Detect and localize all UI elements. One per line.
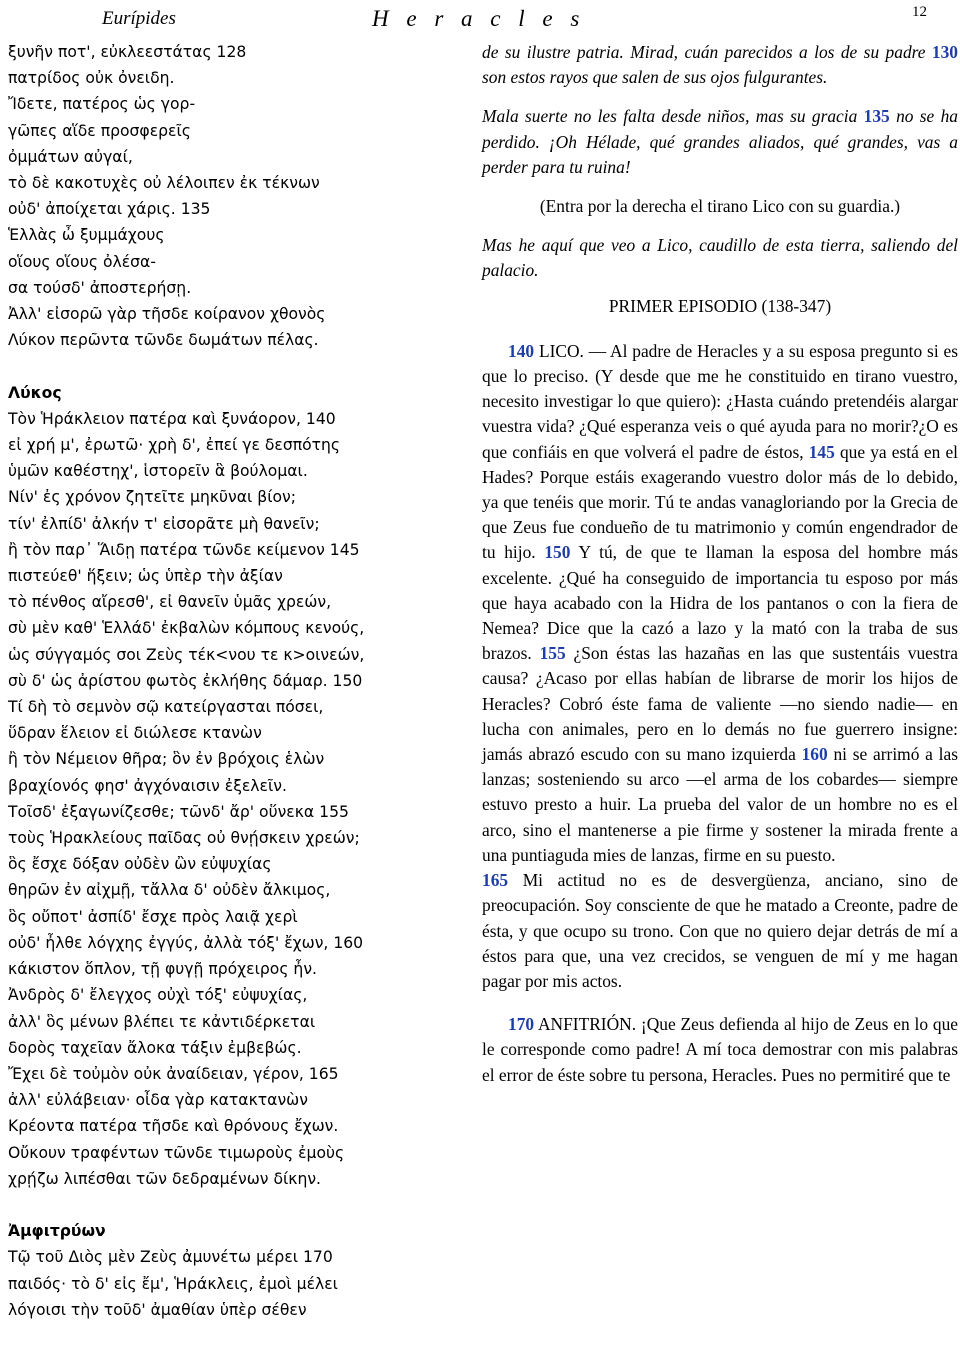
greek-verse-line: ξυνῆν ποτ', εὐκλεεστάτας 128 — [8, 43, 247, 61]
greek-verse-line: σὺ μὲν καθ' Ἑλλάδ' ἐκβαλὼν κόμπους κενούς, — [8, 619, 365, 638]
greek-verse-line: ὡς σύγγαμός σοι Ζεὺς τέκ<νου τε κ>οινεών, — [8, 645, 365, 664]
greek-verse-line: ἀλλ' εὐλάβειαν· οἶδα γὰρ κατακτανὼν — [8, 1091, 308, 1110]
greek-verse-line: Τὸν Ἡράκλειον πατέρα καὶ ξυνάορον, 140 — [8, 409, 336, 428]
greek-verse-line: Κρέοντα πατέρα τῆσδε καὶ θρόνους ἔχων. — [8, 1117, 339, 1136]
greek-verse-line: Τί δὴ τὸ σεμνὸν σῷ κατείργασται πόσει, — [8, 698, 324, 717]
episode-heading: PRIMER EPISODIO (138-347) — [608, 295, 832, 316]
greek-verse-line: Τοῖσδ' ἐξαγωνίζεσθε; τῶνδ' ἄρ' οὕνεκα 155 — [8, 802, 349, 821]
greek-verse-line: τίν' ἐλπίδ' ἀλκήν τ' εἰσορᾶτε μὴ θανεῖν; — [8, 514, 320, 533]
greek-verse-line: ὑμῶν καθέστηχ', ἱστορεῖν ἃ βούλομαι. — [8, 462, 308, 481]
greek-verse-line: Ἔχει δὲ τοὐμὸν οὐκ ἀναίδειαν, γέρον, 165 — [8, 1064, 339, 1083]
greek-verse-line: χρῄζω λιπέσθαι τῶν δεδραμένων δίκην. — [8, 1169, 322, 1188]
greek-verse-line: Ἀλλ' εἰσορῶ γὰρ τῆσδε κοίρανον χθονὸς — [8, 305, 326, 324]
speaker-lykos: Λύκος — [8, 383, 62, 402]
greek-verse-line: γῶπες αἵδε προσφερεῖς — [8, 121, 191, 140]
amphitryon-speech: 170 ANFITRIÓN. ¡Que Zeus defienda al hijo de Zeus en lo que le corresponde como padre! A mí toca demostrar con mis palabras el error de éste sobre tu persona, Heracles. Pues no permitiré que te — [482, 1014, 958, 1085]
greek-verse-line: οὐδ' ἦλθε λόγχης ἐγγύς, ἀλλὰ τόξ' ἔχων, 160 — [8, 933, 364, 952]
greek-verse-block-3 — [8, 1244, 438, 1323]
page-header — [0, 4, 960, 34]
greek-verse-block-1 — [8, 39, 438, 353]
greek-verse-line: Λύκον περῶντα τῶνδε δωμάτων πέλας. — [8, 331, 319, 350]
greek-verse-line: ὀμμάτων αὐγαί, — [8, 147, 133, 166]
verse-number: 165 — [482, 870, 509, 891]
spanish-translation-column — [482, 40, 958, 1088]
greek-verse-line: τὸ δὲ κακοτυχὲς οὐ λέλοιπεν ἐκ τέκνων — [8, 174, 320, 193]
greek-verse-line: Οὔκουν τραφέντων τῶνδε τιμωροὺς ἐμοὺς — [8, 1143, 345, 1162]
greek-verse-line: εἰ χρή μ', ἐρωτῶ· χρὴ δ', ἐπεί γε δεσπότης — [8, 436, 341, 455]
verse-number: 130 — [931, 42, 958, 62]
greek-verse-line: θηρῶν ἐν αἰχμῇ, τἄλλα δ' οὐδὲν ἄλκιμος, — [8, 881, 331, 900]
greek-verse-line: ὃς οὔποτ' ἀσπίδ' ἔσχε πρὸς λαιᾷ χερὶ — [8, 907, 298, 926]
header-title: H e r a c l e s — [372, 6, 586, 31]
greek-verse-line: Ἴδετε, πατέρος ὡς γορ- — [8, 95, 196, 114]
verse-number: 140 — [508, 340, 535, 361]
greek-verse-line: τοὺς Ἡρακλείους παῖδας οὐ θνῄσκειν χρεών; — [8, 829, 360, 848]
page-number: 12 — [912, 4, 927, 20]
greek-verse-line: σὺ δ' ὡς ἀρίστου φωτὸς ἐκλήθης δάμαρ. 150 — [8, 671, 363, 690]
greek-verse-line: βραχίονός φησ' ἀγχόναισιν ἐξελεῖν. — [8, 776, 287, 795]
greek-verse-line: ἢ τὸν Νέμειον θῆρα; ὃν ἐν βρόχοις ἑλὼν — [8, 750, 325, 769]
greek-verse-line: δορὸς ταχεῖαν ἄλοκα τάξιν ἐμβεβώς. — [8, 1038, 302, 1057]
greek-verse-line: πιστεύεθ' ἥξειν; ὡς ὑπὲρ τὴν ἀξίαν — [8, 567, 283, 586]
header-author: Eurípides — [102, 8, 176, 29]
greek-verse-line: σα τούσδ' ἀποστερήσῃ. — [8, 278, 192, 297]
greek-verse-line: οὐδ' ἀποίχεται χάρις. 135 — [8, 200, 211, 219]
greek-verse-line: Ἀνδρὸς δ' ἔλεγχος οὐχὶ τόξ' εὐψυχίας, — [8, 986, 308, 1005]
greek-verse-line: πατρίδος οὐκ ὀνειδη. — [8, 69, 175, 88]
verse-number: 160 — [801, 744, 828, 765]
translation-paragraph: Mas he aquí que veo a Lico, caudillo de esta tierra, saliendo del palacio. — [482, 235, 958, 281]
greek-verse-line: οἵους οἵους ὀλέσα- — [8, 252, 156, 271]
verse-number: 145 — [808, 441, 835, 462]
greek-verse-line: ὃς ἔσχε δόξαν οὐδὲν ὢν εὐψυχίας — [8, 855, 272, 874]
greek-verse-line: ὕδραν ἕλειον εἰ διώλεσε κτανὼν — [8, 724, 262, 743]
greek-verse-line: λόγοισι τὴν τοῦδ' ἀμαθίαν ὑπὲρ σέθεν — [8, 1300, 307, 1319]
greek-verse-line: Τῷ τοῦ Διὸς μὲν Ζεὺς ἀμυνέτω μέρει 170 — [8, 1248, 333, 1267]
greek-verse-line: ἢ τὸν παρ᾽ Ἅιδῃ πατέρα τῶνδε κείμενον 145 — [8, 540, 360, 559]
translation-paragraph: Mala suerte no les falta desde niños, mas su gracia 135 no se ha perdido. ¡Oh Hélade, qué grandes aliados, qué grandes, vas a perder para tu ruina! — [482, 106, 958, 177]
speaker-amphitryon: Ἀμφιτρύων — [8, 1222, 106, 1241]
greek-verse-line: παιδός· τὸ δ' εἰς ἔμ', Ἡράκλεις, ἐμοὶ μέλει — [8, 1274, 338, 1293]
lico-speech-cont: 165 Mi actitud no es de desvergüenza, anciano, sino de preocupación. Soy consciente de que he matado a Creonte, padre de ésta, y que ocupo su trono. Con que no quiero dejar detrás de mí a éstos para que, una vez crecidos, se venguen de mí y me hagan pagar por mis actos. — [482, 870, 958, 991]
greek-verse-line: κάκιστον ὅπλον, τῇ φυγῇ πρόχειρος ἦν. — [8, 960, 317, 979]
translation-paragraph: de su ilustre patria. Mirad, cuán parecidos a los de su padre 130 son estos rayos que salen de sus ojos fulgurantes. — [482, 42, 958, 88]
verse-number: 135 — [863, 106, 890, 127]
verse-number: 155 — [539, 643, 566, 664]
greek-verse-line: ἀλλ' ὃς μένων βλέπει τε κἀντιδέρκεται — [8, 1012, 316, 1031]
greek-verse-line: Νίν' ἐς χρόνον ζητεῖτε μηκῦναι βίον; — [8, 488, 297, 507]
greek-verse-block-2 — [8, 406, 438, 1192]
lico-speech: 140 LICO. — Al padre de Heracles y a su esposa pregunto si es que lo preciso. (Y desde que me he constituido en tirano vuestro, necesito investigar lo que quiero): ¿Hasta cuándo pretendéis alargar vuestra vida? ¿Qué esperanza veis o qué ayuda para no morir?¿O es que confiáis en que volverá el padre de éstos, 145 que ya está en el Hades? Porque estáis exagerando vuestro dolor más de lo debido, ya que tenéis que morir. Tú te andas vanagloriando por la Grecia de que Zeus fue condueño de tu matrimonio y común engendrador de tu hijo. 150 Y tú, de que te llaman la esposa del hombre más excelente. ¿Qué ha conseguido de importancia tu esposo por más que haya acabado con la Hidra de los pantanos o con la fiera de Nemea? Dice que la cazó a lazo y la mató con la traba de sus brazos. 155 ¿Son éstas las hazañas en las que sustentáis vuestra causa? ¿Acaso por ellas habían de librarse de morir los hijos de Heracles? Cobró éste fama de valiente —no siendo nadie— en lucha con animales, pero en lo demás no fue guerrero insigne: jamás abrazó escudo con su mano izquierda 160 ni se arrimó a las lanzas; sosteniendo su arco —el arma de los cobardes— siempre estuvo presto a huir. La prueba del valor de un hombre no es el arco, sino el mantenerse a pie firme y sostener la mirada frente a una puntiaguda mies de lanzas, firme en su puesto. — [482, 340, 959, 865]
stage-direction: (Entra por la derecha el tirano Lico con su guardia.) — [539, 196, 901, 217]
greek-verse-line: τὸ πένθος αἴρεσθ', εἰ θανεῖν ὑμᾶς χρεών, — [8, 593, 332, 612]
greek-text-column — [8, 39, 438, 1323]
verse-number: 150 — [544, 542, 571, 563]
verse-number: 170 — [508, 1014, 535, 1035]
greek-verse-line: Ἑλλὰς ὦ ξυμμάχους — [8, 226, 165, 245]
